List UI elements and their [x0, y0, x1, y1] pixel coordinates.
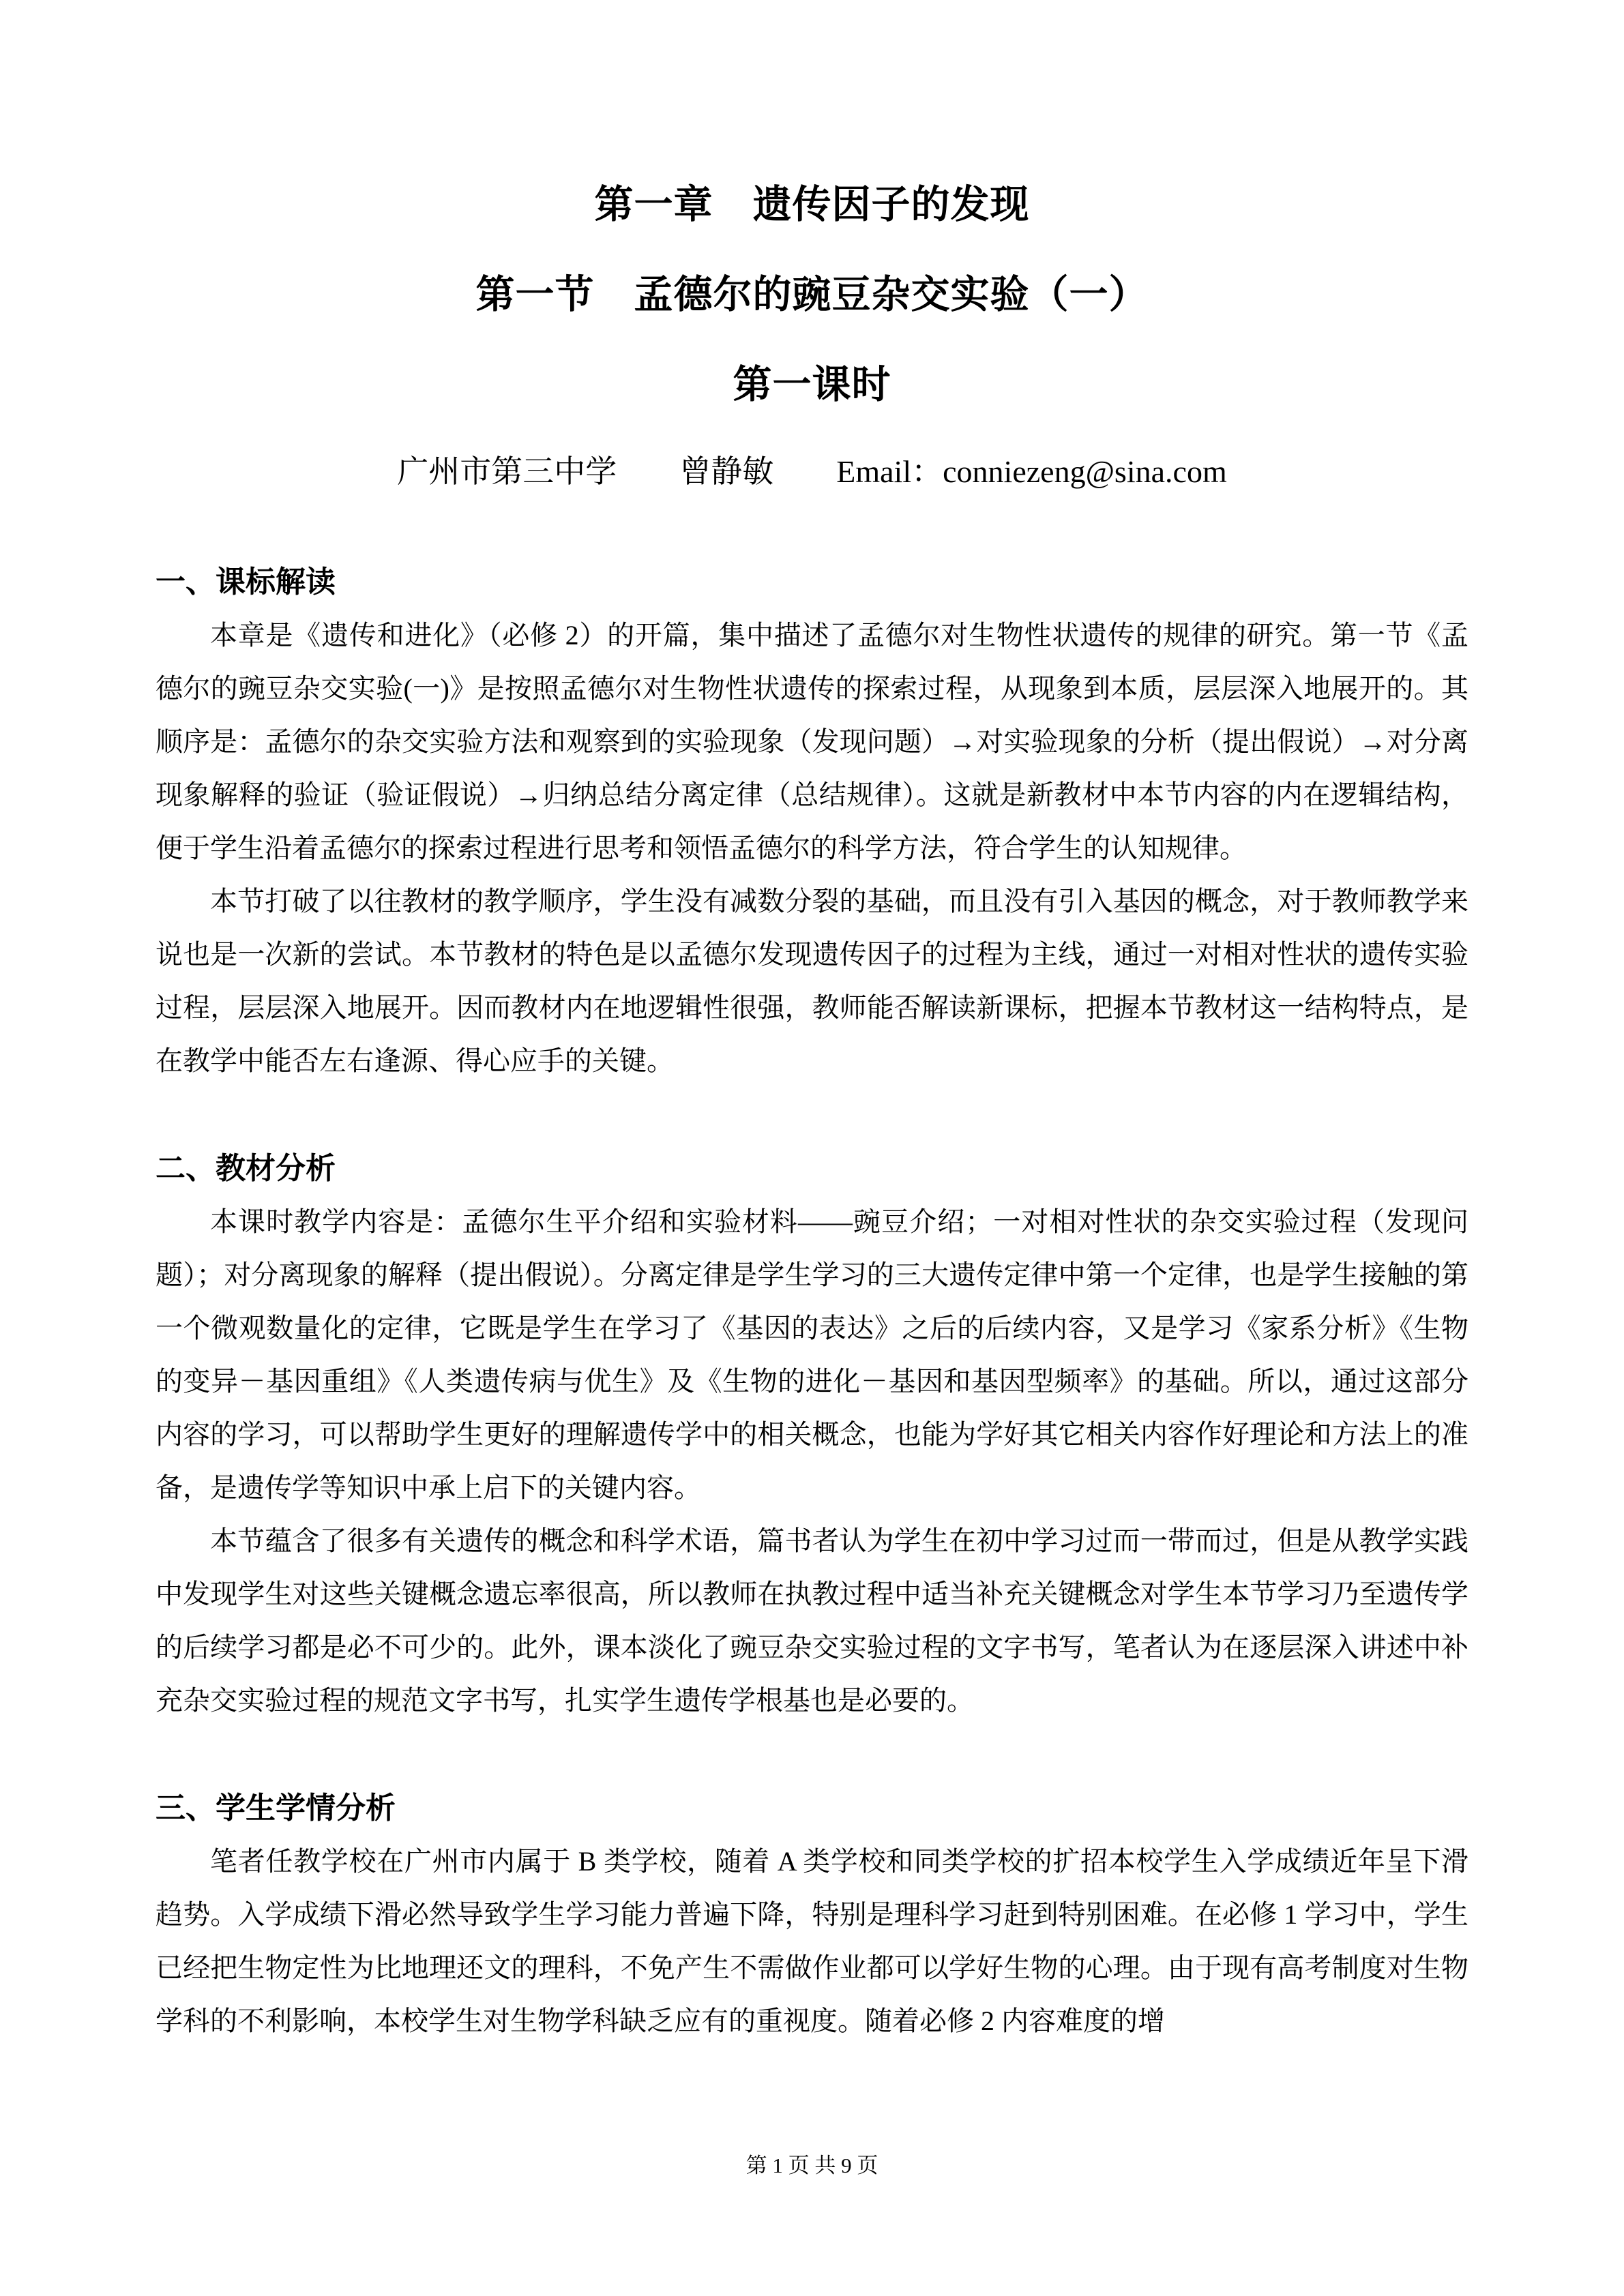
page-number: 第 1 页 共 9 页: [745, 2153, 879, 2177]
section-heading: 二、教材分析: [156, 1152, 336, 1185]
section-textbook-analysis: [156, 1142, 1468, 1727]
chapter-title: 第一章 遗传因子的发现: [594, 183, 1030, 226]
paragraph: 笔者任教学校在广州市内属于 B 类学校，随着 A 类学校和同类学校的扩招本校学生入学成绩近年呈下滑趋势。入学成绩下滑必然导致学生学习能力普遍下降，特别是理科学习赶到特别困难。在必修 1 学习中，学生已经把生物定性为比地理还文的理科，不免产生不需做作业都可以学好生物的心理。由于现有高考制度对生物学科的不利影响，本校学生对生物学科缺乏应有的重视度。随着必修 2 内容难度的增: [156, 1846, 1468, 2036]
author-line: [156, 451, 1468, 493]
page-footer: [0, 2148, 1624, 2179]
paragraph: 本节蕴含了很多有关遗传的概念和科学术语，篇书者认为学生在初中学习过而一带而过，但是从教学实践中发现学生对这些关键概念遗忘率很高，所以教师在执教过程中适当补充关键概念对学生本节学习乃至遗传学的后续学习都是必不可少的。此外，课本淡化了豌豆杂交实验过程的文字书写，笔者认为在逐层深入讲述中补充杂交实验过程的规范文字书写，扎实学生遗传学根基也是必要的。: [156, 1525, 1468, 1716]
school-name: 广州市第三中学: [397, 454, 617, 489]
paragraph: 本课时教学内容是：孟德尔生平介绍和实验材料——豌豆介绍；一对相对性状的杂交实验过程（发现问题）；对分离现象的解释（提出假说）。分离定律是学生学习的三大遗传定律中第一个定律，也是学生接触的第一个微观数量化的定律，它既是学生在学习了《基因的表达》之后的后续内容，又是学习《家系分析》《生物的变异－基因重组》《人类遗传病与优生》及《生物的进化－基因和基因型频率》的基础。所以，通过这部分内容的学习，可以帮助学生更好的理解遗传学中的相关概念，也能为学好其它相关内容作好理论和方法上的准备，是遗传学等知识中承上启下的关键内容。: [156, 1206, 1468, 1503]
section-heading: 一、课标解读: [156, 565, 336, 599]
author-email: Email：conniezeng@sina.com: [836, 454, 1227, 489]
section-curriculum-interpretation: [156, 556, 1468, 1088]
document-body: [156, 556, 1468, 2048]
lesson-title: 第一课时: [733, 363, 891, 406]
paragraph: 本节打破了以往教材的教学顺序，学生没有减数分裂的基础，而且没有引入基因的概念，对于教师教学来说也是一次新的尝试。本节教材的特色是以孟德尔发现遗传因子的过程为主线，通过一对相对性状的遗传实验过程，层层深入地展开。因而教材内在地逻辑性很强，教师能否解读新课标，把握本节教材这一结构特点，是在教学中能否左右逢源、得心应手的关键。: [156, 886, 1468, 1076]
section-heading: 三、学生学情分析: [156, 1791, 396, 1825]
author-name: 曾静敏: [679, 454, 774, 489]
section-title: 第一节 孟德尔的豌豆杂交实验（一）: [475, 273, 1149, 316]
title-block: [156, 181, 1468, 493]
section-student-analysis: [156, 1782, 1468, 2048]
paragraph: 本章是《遗传和进化》（必修 2）的开篇，集中描述了孟德尔对生物性状遗传的规律的研究。第一节《孟德尔的豌豆杂交实验(一)》是按照孟德尔对生物性状遗传的探索过程，从现象到本质，层层深入地展开的。其顺序是：孟德尔的杂交实验方法和观察到的实验现象（发现问题）→对实验现象的分析（提出假说）→对分离现象解释的验证（验证假说）→归纳总结分离定律（总结规律）。这就是新教材中本节内容的内在逻辑结构，便于学生沿着孟德尔的探索过程进行思考和领悟孟德尔的科学方法，符合学生的认知规律。: [156, 620, 1468, 863]
